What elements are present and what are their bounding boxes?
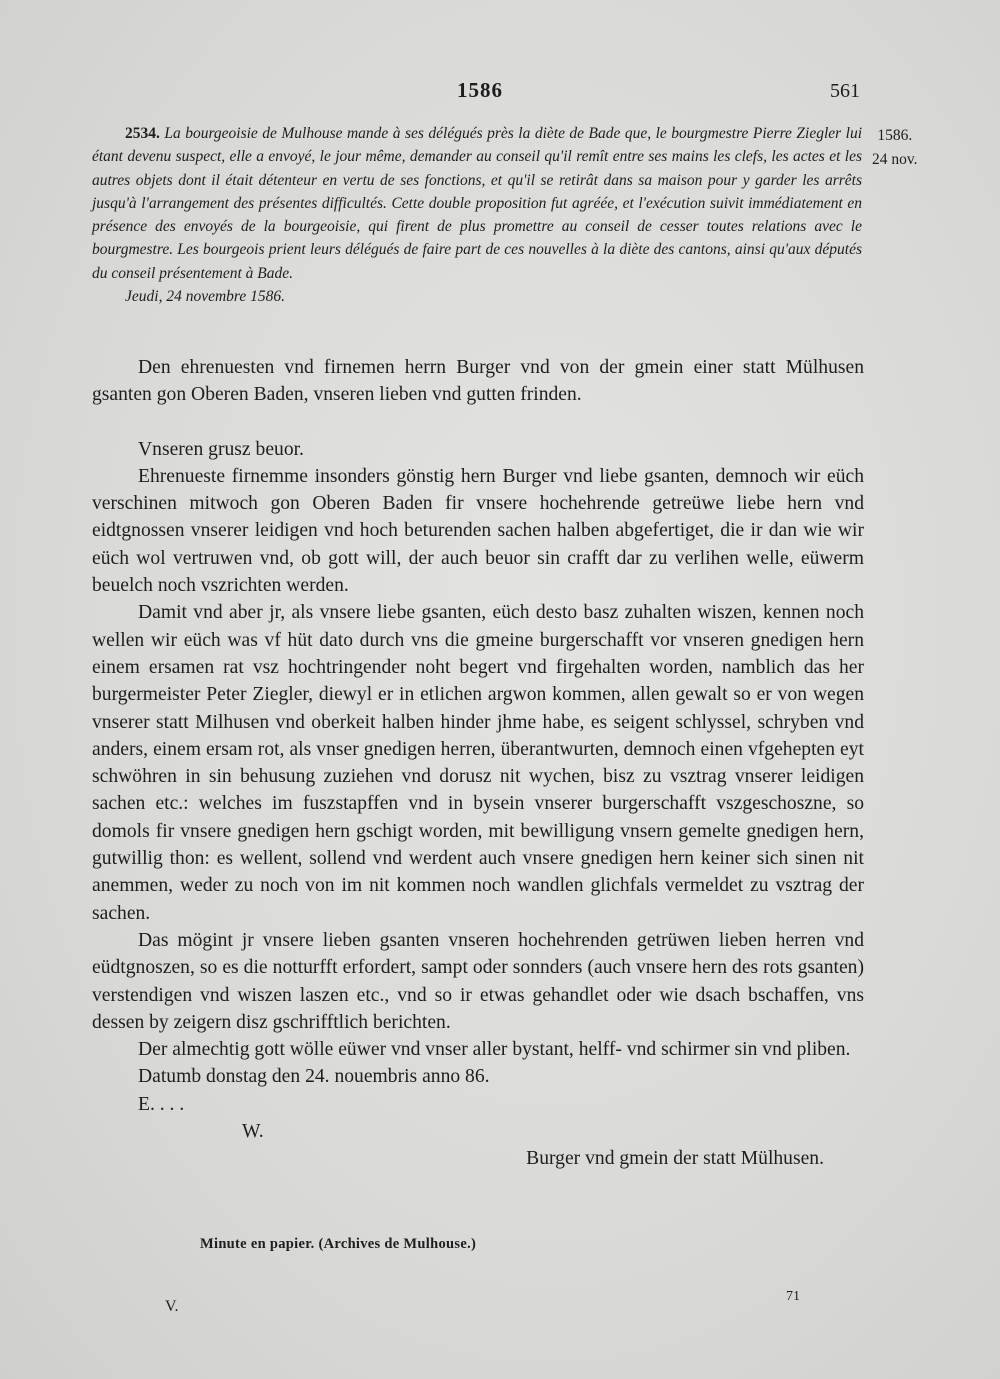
letter-dated: Datumb donstag den 24. nouembris anno 86. [138, 1066, 490, 1088]
letter-paragraph-1: Ehrenueste firnemme insonders gönstig hern Burger vnd liebe gsanten, demnoch wir eüch verschinen mitwoch gon Oberen Baden fir vnsere hochehrende getreüwe liebe hern vnd eidtgnossen vnserer leidigen vnd hoch beturenden sachen halben abgefertiget, die ir dan wie wir eüch wol vertruwen vnd, ob gott will, der auch beuor sin crafft dar zu verlihen welle, eüwerm beuelch noch vszrichten werden. [92, 465, 864, 597]
letter-paragraph-3: Das mögint jr vnsere lieben gsanten vnseren hochehrenden getrüwen lieben herren vnd eüdtgnoszen, so es die notturfft erfordert, sampt oder sonnders (auch vnsere hern des rots gsanten) verstendigen vnd wiszen laszen etc., vnd so ir etwas gehandlet oder wie dsach bschaffen, vns dessen by zeigern disz gschrifftlich berichten. [92, 929, 864, 1033]
running-header-year: 1586 [457, 78, 503, 102]
letter-signature: Burger vnd gmein der statt Mülhusen. [526, 1148, 824, 1170]
sheet-signature: 71 [786, 1289, 800, 1304]
margin-year: 1586. [877, 127, 913, 144]
page-number: 561 [830, 80, 860, 102]
margin-date-note [872, 124, 918, 172]
letter-address: Den ehrenuesten vnd firnemen herrn Burger vnd von der gmein einer statt Mülhusen gsanten gon Oberen Baden, vnseren lieben vnd gutten frinden. [92, 357, 864, 406]
summary-date: Jeudi, 24 novembre 1586. [125, 288, 285, 306]
document-summary [92, 122, 862, 308]
letter-greeting: Vnseren grusz beuor. [138, 438, 304, 460]
initial-e: E. . . . [138, 1093, 185, 1115]
initial-w: W. [242, 1121, 264, 1143]
letter-body [92, 354, 864, 1173]
summary-text: La bourgeoisie de Mulhouse mande à ses délégués près la diète de Bade que, le bourgmestre Pierre Ziegler lui étant devenu suspect, elle a envoyé, le jour même, demander au conseil qu'il remît entre ses mains les clefs, les actes et les autres objets dont il était détenteur en vertu de ses fonctions, et qu'il se retirât dans sa maison pour y garder les arrêts jusqu'à l'arrangement des présentes difficultés. Cette double proposition fut agréée, et l'exécution suivit immédiatement en présence des envoyés de la bourgeoisie, qui firent de plus promettre au conseil de cesser toutes relations avec le bourgmestre. Les bourgeois prient leurs délégués de faire part de ces nouvelles à la diète des cantons, ainsi qu'aux députés du conseil présentement à Bade. [92, 125, 863, 282]
letter-paragraph-4: Der almechtig gott wölle eüwer vnd vnser aller bystant, helff- vnd schirmer sin vnd pliben. [138, 1039, 851, 1061]
source-note: Minute en papier. (Archives de Mulhouse.) [200, 1236, 477, 1252]
document-number: 2534. [125, 125, 160, 142]
volume-mark: V. [165, 1298, 179, 1315]
margin-day: 24 nov. [872, 151, 918, 168]
letter-paragraph-2: Damit vnd aber jr, als vnsere liebe gsanten, eüch desto basz zuhalten wiszen, kennen noch wellen wir eüch was vf hüt dato durch vns die gmeine burgerschafft vor vnseren gnedigen hern einem ersamen rat vsz hochtringender noht begert vnd firgehalten worden, namblich das her burgermeister Peter Ziegler, diewyl er in etlichen argwon kommen, allen gewalt so er von wegen vnserer statt Milhusen vnd oberkeit halben hinder jhme habe, es seigent schlyssel, schryben vnd anders, einem ersam rot, als vnser gnedigen herren, überantwurten, demnoch einen vfgehepten eyt schwöhren in sin behusung zuziehen vnd dorusz nit wychen, bisz zu vsztrag vnserer leidigen sachen etc.: welches im fuszstapffen vnd in bysein vnserer burgerschafft vszgeschoszne, so domols fir vnsere gnedigen hern gschigt worden, mit bewilligung vnsern gemelte gnedigen hern, gutwillig thon: es wellent, sollend vnd werdent auch vnsere gnedigen hern keiner sich sinen nit anemmen, weder zu noch von im nit kommen noch wandlen glichfals vermeldet zu vsztrag der sachen. [92, 602, 864, 924]
spacer [92, 409, 864, 436]
